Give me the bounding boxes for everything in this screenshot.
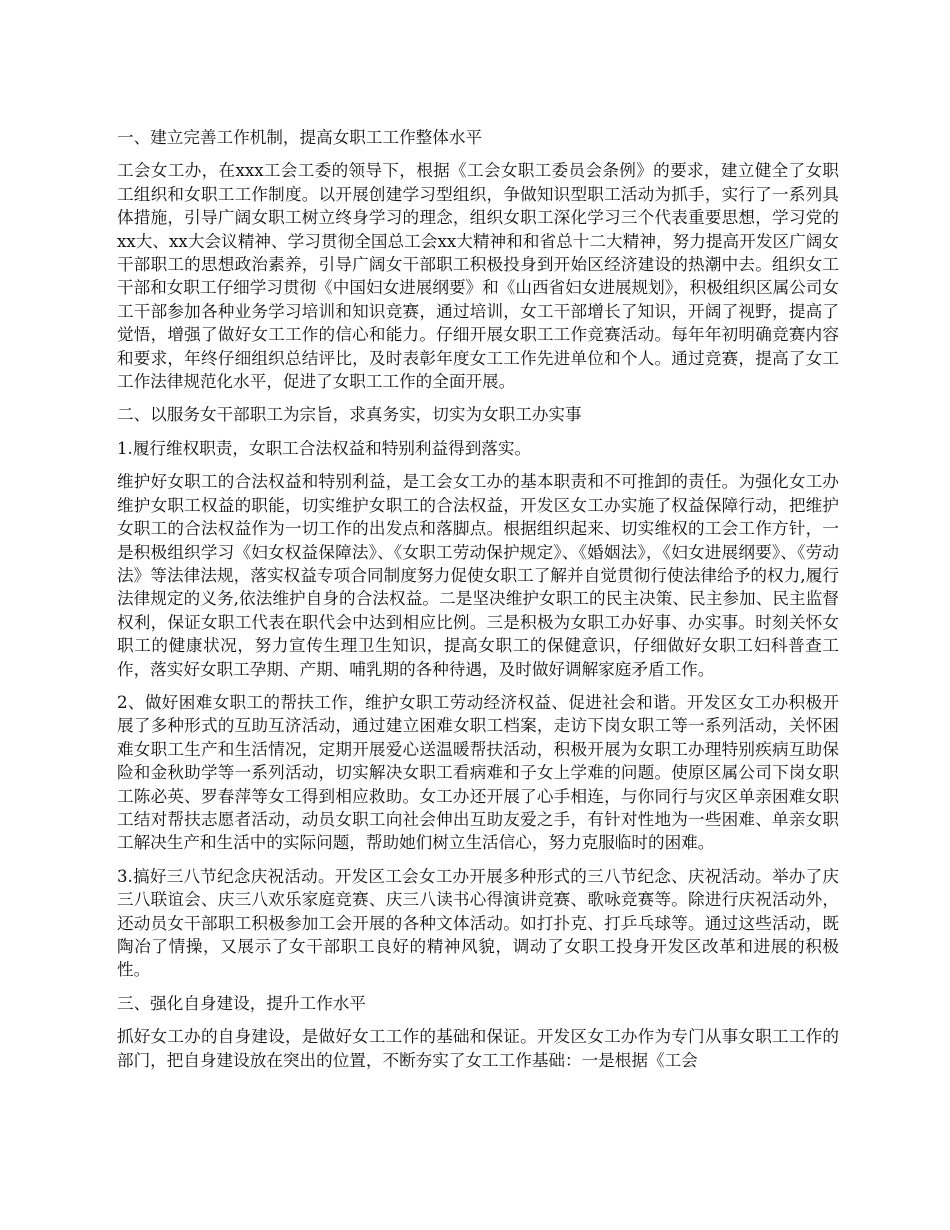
subheading-2-1: 1.履行维权职责，女职工合法权益和特别利益得到落实。: [117, 438, 532, 458]
paragraph-3: 2、做好困难女职工的帮扶工作，维护女职工劳动经济权益、促进社会和谐。开发区女工办积极开展了多种形式的互助互济活动，通过建立困难女职工档案，走访下岗女职工等一系列活动，关怀困难女职工生产和生活情况，定期开展爱心送温暖帮扶活动，积极开展为女职工办理特别疾病互助保险和金秋助学等一系列活动，切实解决女职工看病难和子女上学难的问题。使原区属公司下岗女职工陈必英、罗春萍等女工得到相应救助。女工办还开展了心手相连，与你同行与灾区单亲困难女职工结对帮扶志愿者活动，动员女职工向社会伸出互助友爱之手，有针对性地为一些困难、单亲女职工解决生产和生活中的实际问题，帮助她们树立生活信心，努力克服临时的困难。: [117, 692, 839, 853]
paragraph-1: 工会女工办，在xxx工会工委的领导下，根据《工会女职工委员会条例》的要求，建立健全了女职工组织和女职工工作制度。以开展创建学习型组织，争做知识型职工活动为抓手，实行了一系列具体措施，引导广阔女职工树立终身学习的理念，组织女职工深化学习三个代表重要思想，学习党的xx大、xx大会议精神、学习贯彻全国总工会xx大精神和和省总十二大精神，努力提高开发区广阔女干部职工的思想政治素养，引导广阔女干部职工积极投身到开始区经济建设的热潮中去。组织女工干部和女职工仔细学习贯彻《中国妇女进展纲要》和《山西省妇女进展规划》，积极组织区属公司女工干部参加各种业务学习培训和知识竞赛，通过培训，女工干部增长了知识，开阔了视野，提高了觉悟，增强了做好女工工作的信心和能力。仔细开展女职工工作竞赛活动。每年年初明确竞赛内容和要求，年终仔细组织总结评比，及时表彰年度女工工作先进单位和个人。通过竞赛，提高了女工工作法律规范化水平，促进了女职工工作的全面开展。: [117, 161, 839, 392]
section-heading-1: 一、建立完善工作机制，提高女职工工作整体水平: [117, 128, 483, 147]
paragraph-4: 3.搞好三八节纪念庆祝活动。开发区工会女工办开展多种形式的三八节纪念、庆祝活动。举办了庆三八联谊会、庆三八欢乐家庭竞赛、庆三八读书心得演讲竞赛、歌咏竞赛等。除进行庆祝活动外，还动员女干部职工积极参加工会开展的各种文体活动。如打扑克、打乒乓球等。通过这些活动，既陶冶了情操，又展示了女干部职工良好的精神风貌，调动了女职工投身开发区改革和进展的积极性。: [117, 866, 839, 980]
paragraph-2: 维护好女职工的合法权益和特别利益，是工会女工办的基本职责和不可推卸的责任。为强化女工办维护女职工权益的职能，切实维护女职工的合法权益，开发区女工办实施了权益保障行动，把维护女职工的合法权益作为一切工作的出发点和落脚点。根据组织起来、切实维权的工会工作方针，一是积极组织学习《妇女权益保障法》、《女职工劳动保护规定》、《婚姻法》，《妇女进展纲要》、《劳动法》等法律法规，落实权益专项合同制度努力促使女职工了解并自觉贯彻行使法律给予的权力,履行法律规定的义务,依法维护自身的合法权益。二是坚决维护女职工的民主决策、民主参加、民主监督权利，保证女职工代表在职代会中达到相应比例。三是积极为女职工办好事、办实事。时刻关怀女职工的健康状况，努力宣传生理卫生知识，提高女职工的保健意识，仔细做好女职工妇科普查工作，落实好女职工孕期、产期、哺乳期的各种待遇，及时做好调解家庭矛盾工作。: [117, 472, 839, 679]
section-heading-3: 三、强化自身建设，提升工作水平: [117, 993, 366, 1013]
document-body: [117, 126, 839, 1082]
section-heading-2: 二、以服务女干部职工为宗旨，求真务实，切实为女职工办实事: [117, 405, 582, 425]
paragraph-5: 抓好女工办的自身建设，是做好女工工作的基础和保证。开发区女工办作为专门从事女职工工作的部门，把自身建设放在突出的位置，不断夯实了女工工作基础：一是根据《工会: [117, 1027, 839, 1070]
